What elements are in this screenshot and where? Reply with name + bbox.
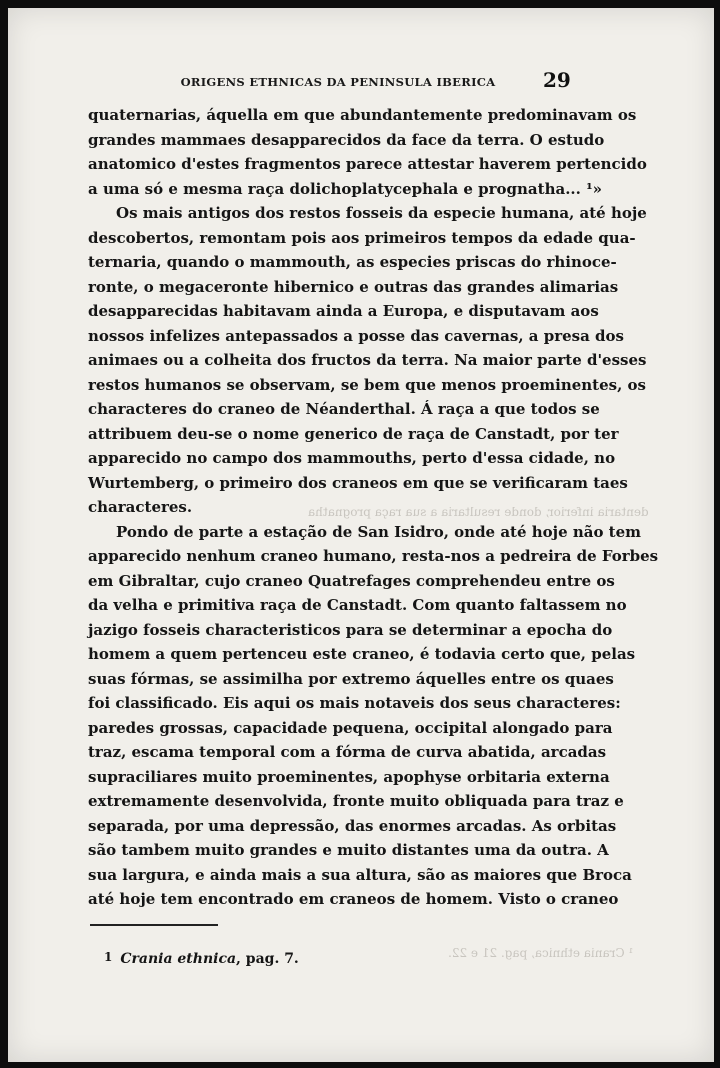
text-line: jazigo fosseis characteristicos para se determinar a epocha do [88,620,613,639]
bleed-through-text: ¹ Crania ethnica, pag. 21 e 22. [448,946,634,960]
text-line: paredes grossas, capacidade pequena, occipital alongado para [88,718,613,737]
bleed-through-text: dentaria inferior, donde resultaria a sua raça prognatha [308,505,649,519]
page-number: 29 [543,68,571,92]
text-line: da velha e primitiva raça de Canstadt. Com quanto faltassem no [88,596,627,614]
text-line: apparecido nenhum craneo humano, resta-nos a pedreira de Forbes [88,547,659,565]
text-line: desapparecidas habitavam ainda a Europa, e disputavam aos [88,302,599,320]
text-line: characteres. [88,498,193,516]
text-line: suas fórmas, se assimilha por extremo áquelles entre os quaes [88,669,614,688]
text-line: até hoje tem encontrado em craneos de homem. Visto o craneo [88,890,619,908]
footnote-citation: , pag. 7. [236,951,299,967]
text-line: apparecido no campo dos mammouths, perto d'essa cidade, no [88,449,616,467]
running-title: ORIGENS ETHNICAS DA PENINSULA IBERICA [180,75,496,89]
text-line: grandes mammaes desapparecidos da face da terra. O estudo [88,130,605,149]
text-line: Os mais antigos dos restos fosseis da especie humana, até hoje [116,204,647,222]
footnote-title: Crania ethnica [120,951,237,967]
text-line: extremamente desenvolvida, fronte muito obliquada para traz e [88,792,624,810]
text-line: a uma só e mesma raça dolichoplatycephala e prognatha... ¹» [88,179,603,198]
text-line: separada, por uma depressão, das enormes arcadas. As orbitas [88,816,617,835]
text-line: em Gibraltar, cujo craneo Quatrefages comprehendeu entre os [88,571,615,590]
text-line: homem a quem pertenceu este craneo, é todavia certo que, pelas [88,645,636,663]
text-line: quaternarias, áquella em que abundantemente predominavam os [88,106,637,124]
footnote-rule [90,924,218,926]
text-line: characteres do craneo de Néanderthal. Á raça a que todos se [88,400,600,418]
text-line: Pondo de parte a estação de San Isidro, onde até hoje não tem [116,522,642,541]
text-line: anatomico d'estes fragmentos parece attestar haverem pertencido [88,155,647,173]
text-line: são tambem muito grandes e muito distantes uma da outra. A [88,841,609,859]
text-line: Wurtemberg, o primeiro dos craneos em que se verificaram taes [88,473,628,492]
footnote-marker: 1 [104,950,113,964]
text-line: animaes ou a colheita dos fructos da terra. Na maior parte d'esses [88,351,647,369]
body-text [88,103,659,912]
text-line: descobertos, remontam pois aos primeiros tempos da edade qua- [88,228,636,247]
footnote [104,950,299,967]
text-line: traz, escama temporal com a fórma de curva abatida, arcadas [88,743,607,761]
text-line: nossos infelizes antepassados a posse das cavernas, a presa dos [88,326,624,345]
text-line: attribuem deu-se o nome generico de raça de Canstadt, por ter [88,424,619,443]
text-line: restos humanos se observam, se bem que menos proeminentes, os [88,375,646,394]
text-line: ternaria, quando o mammouth, as especies priscas do rhinoce- [88,253,617,271]
text-line: ronte, o megaceronte hibernico e outras das grandes alimarias [88,277,619,296]
text-line: supraciliares muito proeminentes, apophyse orbitaria externa [88,767,610,786]
text-line: sua largura, e ainda mais a sua altura, são as maiores que Broca [88,865,632,884]
text-line: foi classificado. Eis aqui os mais notaveis dos seus characteres: [88,694,621,712]
